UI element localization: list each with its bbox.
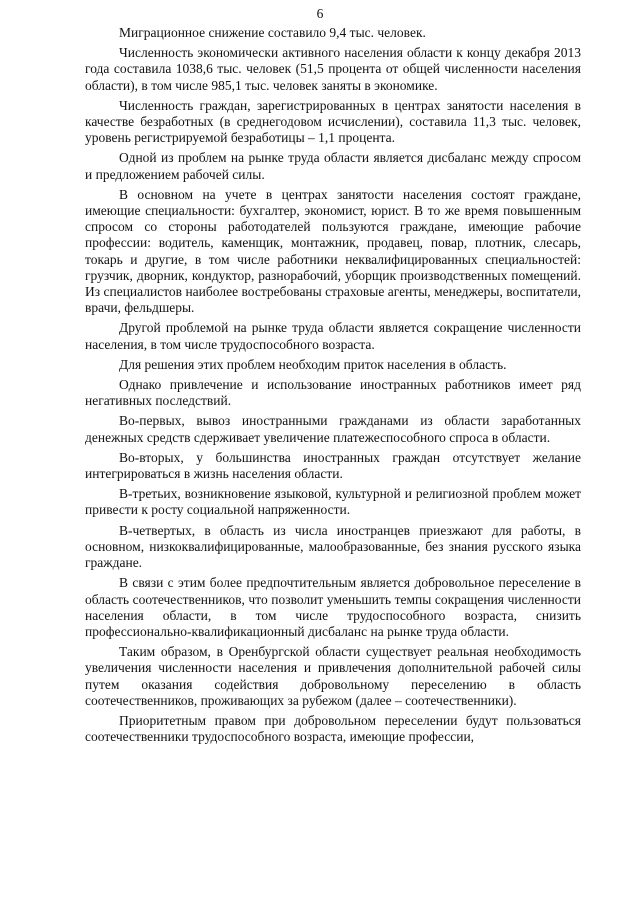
paragraph-voluntary-resettlement: В связи с этим более предпочтительным является добровольное переселение в область соотечественников, что позволит уменьшить темпы сокращения численности населения области, в том числе трудоспособного возраста, снизить профессионально-квалификационный дисбаланс на рынке труда области. (85, 575, 581, 639)
paragraph-population-decline: Другой проблемой на рынке труда области является сокращение численности населения, в том числе трудоспособного возраста. (85, 320, 581, 352)
paragraph-foreign-workers: Однако привлечение и использование иностранных работников имеет ряд негативных последствий. (85, 377, 581, 409)
paragraph-conclusion: Таким образом, в Оренбургской области существует реальная необходимость увеличения численности населения и привлечения дополнительной рабочей силы путем оказания содействия добровольному переселению в область соотечественников, проживающих за рубежом (далее – соотечественники). (85, 644, 581, 708)
page-number: 6 (316, 6, 324, 21)
paragraph-migration: Миграционное снижение составило 9,4 тыс. человек. (119, 25, 426, 40)
paragraph-fourthly: В-четвертых, в область из числа иностранцев приезжают для работы, в основном, низкоквалифицированные, малообразованные, без знания русского языка граждане. (85, 522, 581, 571)
paragraph-specialties: В основном на учете в центрах занятости населения состоят граждане, имеющие специальности: бухгалтер, экономист, юрист. В то же время повышенным спросом со стороны работодателей пользуются граждане, имеющие рабочие профессии: водитель, каменщик, монтажник, продавец, повар, плотник, слесарь, токарь и другие, в том числе работники неквалифицированных специальностей: грузчик, дворник, кондуктор, разнорабочий, уборщик производственных помещений. Из специалистов наиболее востребованы страховые агенты, менеджеры, воспитатели, врачи, фельдшеры. (85, 186, 581, 316)
paragraph-active-population: Численность экономически активного населения области к концу декабря 2013 года составила 1038,6 тыс. человек (51,5 процента от общей численности населения области), в том числе 985,1 тыс. человек заняты в экономике. (85, 45, 581, 93)
paragraph-thirdly: В-третьих, возникновение языковой, культурной и религиозной проблем может привести к росту социальной напряженности. (85, 486, 581, 518)
paragraph-unemployed: Численность граждан, зарегистрированных в центрах занятости населения в качестве безработных (в среднегодовом исчислении), составила 11,3 тыс. человек, уровень регистрируемой безработицы – 1,1 процента. (85, 97, 581, 146)
paragraph-labor-imbalance: Одной из проблем на рынке труда области является дисбаланс между спросом и предложением рабочей силы. (85, 150, 581, 182)
paragraph-population-inflow: Для решения этих проблем необходим приток населения в область. (119, 356, 507, 372)
body-text (85, 25, 581, 745)
paragraph-secondly: Во-вторых, у большинства иностранных граждан отсутствует желание интегрироваться в жизнь населения области. (85, 449, 581, 482)
paragraph-priority-right: Приоритетным правом при добровольном переселении будут пользоваться соотечественники трудоспособного возраста, имеющие профессии, (85, 712, 581, 745)
paragraph-firstly: Во-первых, вывоз иностранными гражданами из области заработанных денежных средств сдерживает увеличение платежеспособного спроса в области. (85, 413, 581, 445)
